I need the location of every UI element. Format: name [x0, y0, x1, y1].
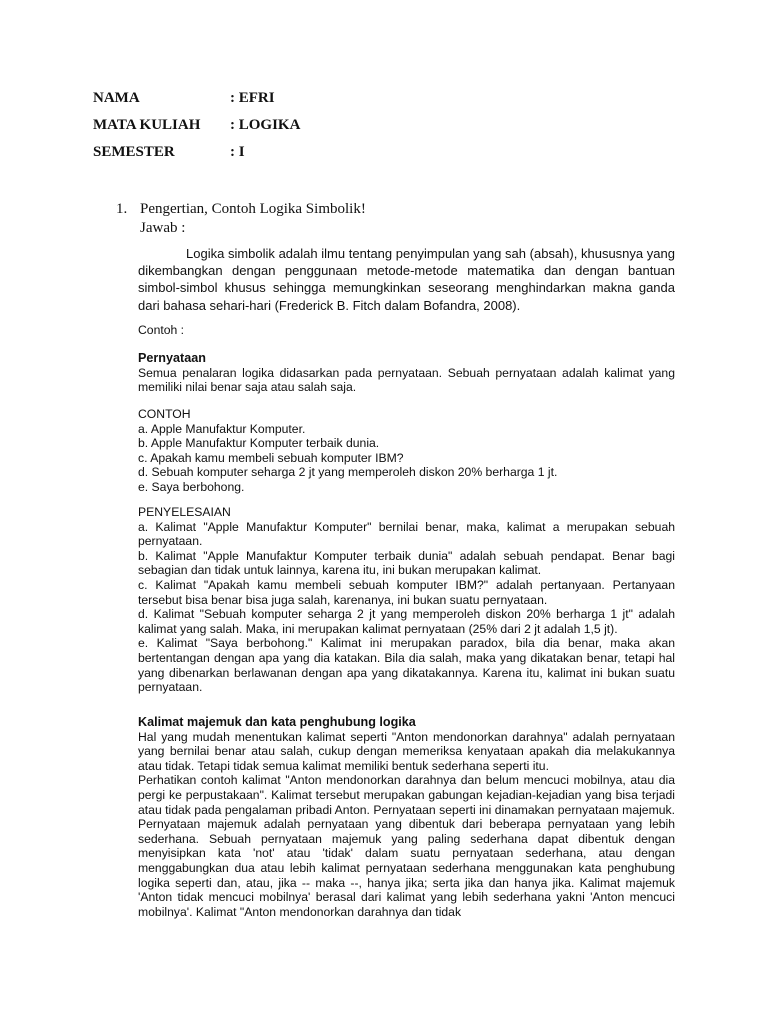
header-label-nama: NAMA [93, 90, 140, 106]
penyelesaian-item-c: c. Kalimat "Apakah kamu membeli sebuah komputer IBM?" adalah pertanyaan. Pertanyaan tersebut bisa benar bisa juga salah, karenanya, ini bukan suatu pernyataan. [138, 577, 675, 607]
contoh-heading: CONTOH [138, 407, 191, 421]
majemuk-heading: Kalimat majemuk dan kata penghubung logika [138, 715, 416, 729]
penyelesaian-item-b: b. Kalimat "Apple Manufaktur Komputer terbaik dunia" adalah sebuah pendapat. Benar bagi sebagian dan tidak untuk lainnya, karena itu, ini bukan merupakan kalimat. [138, 548, 675, 578]
majemuk-paragraph-1: Hal yang mudah menentukan kalimat seperti "Anton mendonorkan darahnya" adalah pernyataan yang bernilai benar atau salah, cukup dengan memeriksa kenyataan apakah dia melakukannya atau tidak. Tetapi tidak semua kalimat memiliki bentuk sederhana seperti itu. [138, 729, 675, 773]
pernyataan-heading: Pernyataan [138, 351, 206, 365]
section-kalimat-majemuk [138, 715, 675, 919]
intro-paragraph: Logika simbolik adalah ilmu tentang penyimpulan yang sah (absah), khususnya yang dikembangkan dengan penggunaan metode-metode matematika dan dengan bantuan simbol-simbol khusus sehingga memungkinkan seseorang menghindarkan makna ganda dari bahasa sehari-hari (Frederick B. Fitch dalam Bofandra, 2008). [138, 246, 675, 313]
question-number: 1. [116, 201, 128, 217]
section-penyelesaian [138, 505, 675, 695]
header-value-nama: : EFRI [230, 90, 275, 106]
penyelesaian-item-e: e. Kalimat "Saya berbohong." Kalimat ini merupakan paradox, bila dia benar, maka akan bertentangan dengan apa yang dia katakan. Bila dia salah, maka yang dikatakan benar, tetapi hal yang dibenarkan berlawanan dengan apa yang dikatakannya. Karena itu, kalimat ini bukan suatu pernyataan. [138, 636, 675, 695]
contoh-item-b: b. Apple Manufaktur Komputer terbaik dunia. [138, 436, 380, 451]
pernyataan-text: Semua penalaran logika didasarkan pada pernyataan. Sebuah pernyataan adalah kalimat yang memiliki nilai benar saja atau salah saja. [138, 365, 675, 395]
penyelesaian-item-a: a. Kalimat "Apple Manufaktur Komputer" bernilai benar, maka, kalimat a merupakan sebuah pernyataan. [138, 519, 675, 549]
contoh-item-e: e. Saya berbohong. [138, 479, 245, 494]
header-row-semester [93, 143, 245, 161]
section-contoh [138, 407, 675, 495]
header-label-mata-kuliah: MATA KULIAH [93, 117, 201, 133]
header-value-semester: : I [230, 144, 245, 160]
header-row-nama [93, 89, 275, 107]
header-value-mata-kuliah: : LOGIKA [230, 117, 301, 133]
header-row-mata-kuliah [93, 116, 300, 134]
penyelesaian-item-d: d. Kalimat "Sebuah komputer seharga 2 jt yang memperoleh diskon 20% berharga 1 jt" adalah kalimat yang salah. Maka, ini merupakan kalimat pernyataan (25% dari 2 jt adalah 1,5 jt). [138, 607, 675, 636]
penyelesaian-heading: PENYELESAIAN [138, 505, 231, 519]
contoh-item-c: c. Apakah kamu membeli sebuah komputer IBM? [138, 450, 404, 465]
majemuk-paragraph-2: Perhatikan contoh kalimat "Anton mendonorkan darahnya dan belum mencuci mobilnya, atau dia pergi ke perpustakaan". Kalimat tersebut merupakan gabungan kejadian-kejadian yang bisa terjadi atau tidak pada pengalaman pribadi Anton. Pernyataan seperti ini dinamakan pernyataan majemuk. Pernyataan majemuk adalah pernyataan yang dibentuk dari beberapa pernyataan yang lebih sederhana. Sebuah pernyataan majemuk yang paling sederhana dapat dibentuk dengan menyisipkan kata 'not' atau 'tidak' dalam suatu pernyataan sederhana, atau dengan menggabungkan dua atau lebih kalimat pernyataan sederhana menggunakan kata penghubung logika seperti dan, atau, jika -- maka --, hanya jika; serta jika dan hanya jika. Kalimat majemuk 'Anton tidak mencuci mobilnya' berasal dari kalimat yang lebih sederhana yakni 'Anton mencuci mobilnya'. Kalimat "Anton mendonorkan darahnya dan tidak [138, 773, 675, 919]
answer-label: Jawab : [140, 220, 186, 236]
question-heading [116, 200, 366, 218]
contoh-label: Contoh : [138, 323, 185, 337]
section-pernyataan [138, 351, 675, 395]
question-text: Pengertian, Contoh Logika Simbolik! [140, 201, 366, 217]
contoh-item-a: a. Apple Manufaktur Komputer. [138, 421, 306, 436]
header-label-semester: SEMESTER [93, 144, 175, 160]
contoh-item-d: d. Sebuah komputer seharga 2 jt yang memperoleh diskon 20% berharga 1 jt. [138, 465, 558, 480]
